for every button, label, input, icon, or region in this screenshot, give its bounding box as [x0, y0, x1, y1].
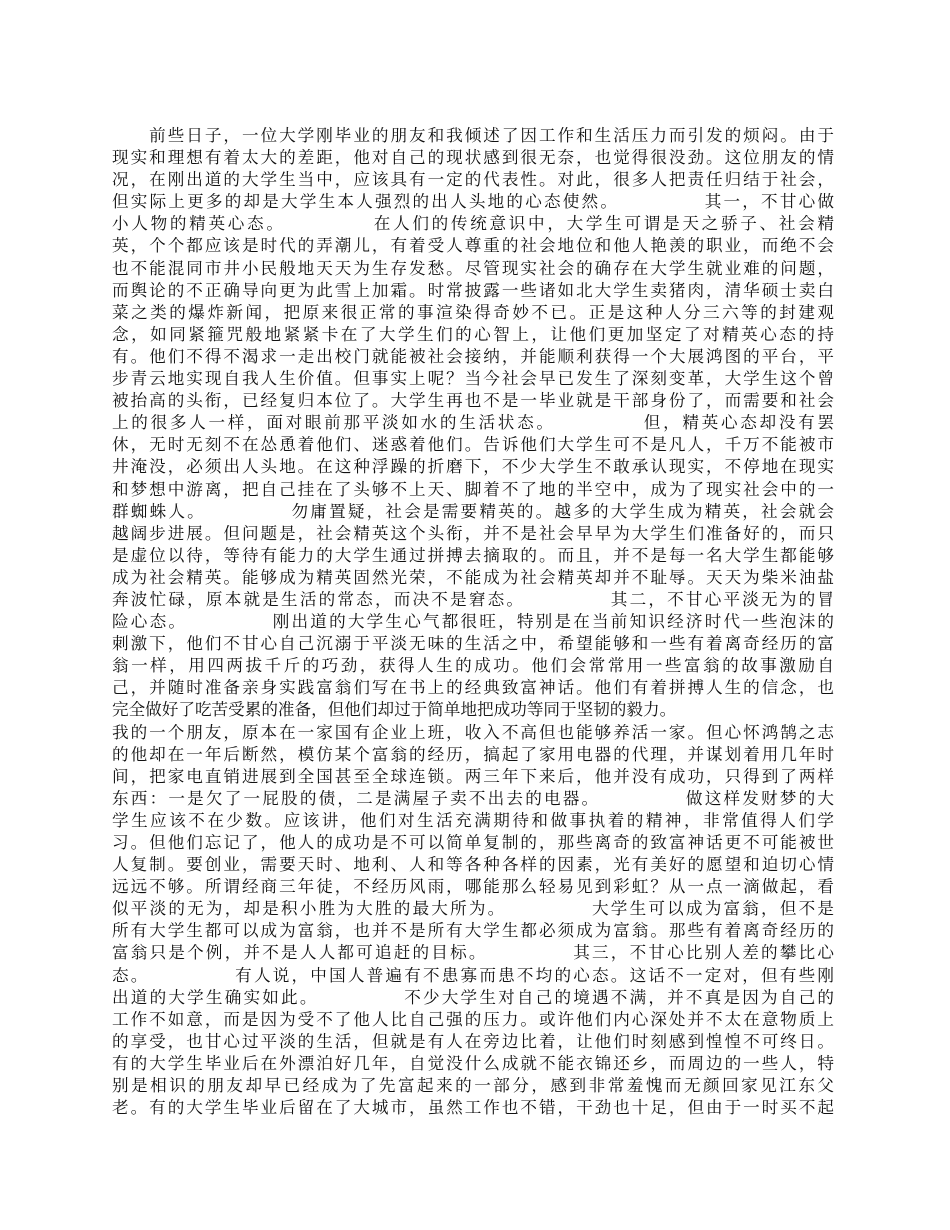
article-body [112, 125, 834, 1119]
text-line: 小人物的精英心态。 在人们的传统意识中，大学生可谓是天之骄子、社会精 [112, 214, 834, 234]
text-line: 现实和理想有着太大的差距，他对自己的现状感到很无奈，也觉得很没劲。这位朋友的情 [112, 148, 834, 168]
text-line: 刺激下，他们不甘心自己沉溺于平淡无味的生活之中，希望能够和一些有着离奇经历的富 [112, 634, 834, 654]
text-line: 前些日子，一位大学刚毕业的朋友和我倾述了因工作和生活压力而引发的烦闷。由于 [112, 126, 834, 145]
text-line: 而舆论的不正确导向更为此雪上加霜。时常披露一些诸如北大学生卖猪肉，清华硕士卖白 [112, 280, 834, 300]
text-line: 似平淡的无为，却是积小胜为大胜的最大所为。 大学生可以成为富翁，但不是 [112, 899, 834, 919]
text-line: 被抬高的头衔，已经复归本位了。大学生再也不是一毕业就是干部身份了，而需要和社会 [112, 391, 834, 411]
text-line: 也不能混同市井小民般地天天为生存发愁。尽管现实社会的确存在大学生就业难的问题， [112, 258, 834, 278]
text-line: 步青云地实现自我人生价值。但事实上呢？当今社会早已发生了深刻变革，大学生这个曾 [112, 369, 834, 389]
text-line: 英，个个都应该是时代的弄潮儿，有着受人尊重的社会地位和他人艳羡的职业，而绝不会 [112, 236, 834, 256]
text-line: 险心态。 刚出道的大学生心气都很旺，特别是在当前知识经济时代一些泡沫的 [112, 612, 834, 632]
text-line: 人复制。要创业，需要天时、地利、人和等各种各样的因素，光有美好的愿望和迫切心情 [112, 855, 834, 875]
text-line: 井淹没，必须出人头地。在这种浮躁的折磨下，不少大学生不敢承认现实，不停地在现实 [112, 457, 834, 477]
text-line: 间，把家电直销进展到全国甚至全球连锁。两三年下来后，他并没有成功，只得到了两样 [112, 766, 834, 786]
text-line: 老。有的大学生毕业后留在了大城市，虽然工作也不错，干劲也十足，但由于一时买不起 [112, 1098, 834, 1118]
text-line: 我的一个朋友，原本在一家国有企业上班，收入不高但也能够养活一家。但心怀鸿鹄之志 [112, 722, 834, 742]
text-line: 所有大学生都可以成为富翁，也并不是所有大学生都必须成为富翁。那些有着离奇经历的 [112, 921, 834, 941]
text-line: 越阔步进展。但问题是，社会精英这个头衔，并不是社会早早为大学生们准备好的，而只 [112, 523, 834, 543]
text-line: 菜之类的爆炸新闻，把原来很正常的事渲染得奇妙不已。正是这种人分三六等的封建观 [112, 302, 834, 322]
text-line: 奔波忙碌，原本就是生活的常态，而决不是窘态。 其二，不甘心平淡无为的冒 [112, 589, 834, 609]
text-line: 念，如同紧箍咒般地紧紧卡在了大学生们的心智上，让他们更加坚定了对精英心态的持 [112, 324, 834, 344]
text-line: 习。但他们忘记了，他人的成功是不可以简单复制的，那些离奇的致富神话更不可能被世 [112, 833, 834, 852]
text-line: 的他却在一年后断然，模仿某个富翁的经历，搞起了家用电器的代理，并谋划着用几年时 [112, 744, 834, 764]
text-line: 群蜘蛛人。 勿庸置疑，社会是需要精英的。越多的大学生成为精英，社会就会 [112, 501, 834, 521]
text-line: 和梦想中游离，把自己挂在了头够不上天、脚着不了地的半空中，成为了现实社会中的一 [112, 479, 834, 499]
text-line: 别是相识的朋友却早已经成为了先富起来的一部分，感到非常羞愧而无颜回家见江东父 [112, 1076, 834, 1096]
text-line: 己，并随时准备亲身实践富翁们写在书上的经典致富神话。他们有着拼搏人生的信念，也 [112, 678, 834, 698]
text-line: 富翁只是个例，并不是人人都可追赶的目标。 其三，不甘心比别人差的攀比心 [112, 943, 834, 963]
text-line: 东西：一是欠了一屁股的债，二是满屋子卖不出去的电器。 做这样发财梦的大 [112, 788, 834, 808]
text-line: 远远不够。所谓经商三年徒，不经历风雨，哪能那么轻易见到彩虹？从一点一滴做起，看 [112, 877, 834, 897]
text-line: 完全做好了吃苦受累的准备，但他们却过于简单地把成功等同于坚韧的毅力。 [112, 700, 677, 720]
text-line: 态。 有人说，中国人普遍有不患寡而患不均的心态。这话不一定对，但有些刚 [112, 965, 834, 985]
text-line: 的享受，也甘心过平淡的生活，但就是有人在旁边比着，让他们时刻感到惶惶不可终日。 [112, 1031, 834, 1051]
text-line: 出道的大学生确实如此。 不少大学生对自己的境遇不满，并不真是因为自己的 [112, 987, 834, 1007]
text-line: 翁一样，用四两拔千斤的巧劲，获得人生的成功。他们会常常用一些富翁的故事激励自 [112, 656, 834, 676]
text-line: 况，在刚出道的大学生当中，应该具有一定的代表性。对此，很多人把责任归结于社会， [112, 170, 834, 190]
text-line: 但实际上更多的却是大学生本人强烈的出人头地的心态使然。 其一，不甘心做 [112, 192, 834, 212]
text-line: 成为社会精英。能够成为精英固然光荣，不能成为社会精英却并不耻辱。天天为柴米油盐 [112, 567, 834, 587]
text-line: 有的大学生毕业后在外漂泊好几年，自觉没什么成就不能衣锦还乡，而周边的一些人，特 [112, 1053, 834, 1073]
text-line: 学生应该不在少数。应该讲，他们对生活充满期待和做事执着的精神，非常值得人们学 [112, 810, 834, 830]
text-line: 休，无时无刻不在怂恿着他们、迷惑着他们。告诉他们大学生可不是凡人，千万不能被市 [112, 435, 834, 455]
text-line: 工作不如意，而是因为受不了他人比自己强的压力。或许他们内心深处并不太在意物质上 [112, 1009, 834, 1029]
text-line: 是虚位以待，等待有能力的大学生通过拼搏去摘取的。而且，并不是每一名大学生都能够 [112, 545, 834, 565]
text-line: 上的很多人一样，面对眼前那平淡如水的生活状态。 但，精英心态却没有罢 [112, 413, 834, 433]
text-line: 有。他们不得不渴求一走出校门就能被社会接纳，并能顺利获得一个大展鸿图的平台，平 [112, 346, 834, 366]
